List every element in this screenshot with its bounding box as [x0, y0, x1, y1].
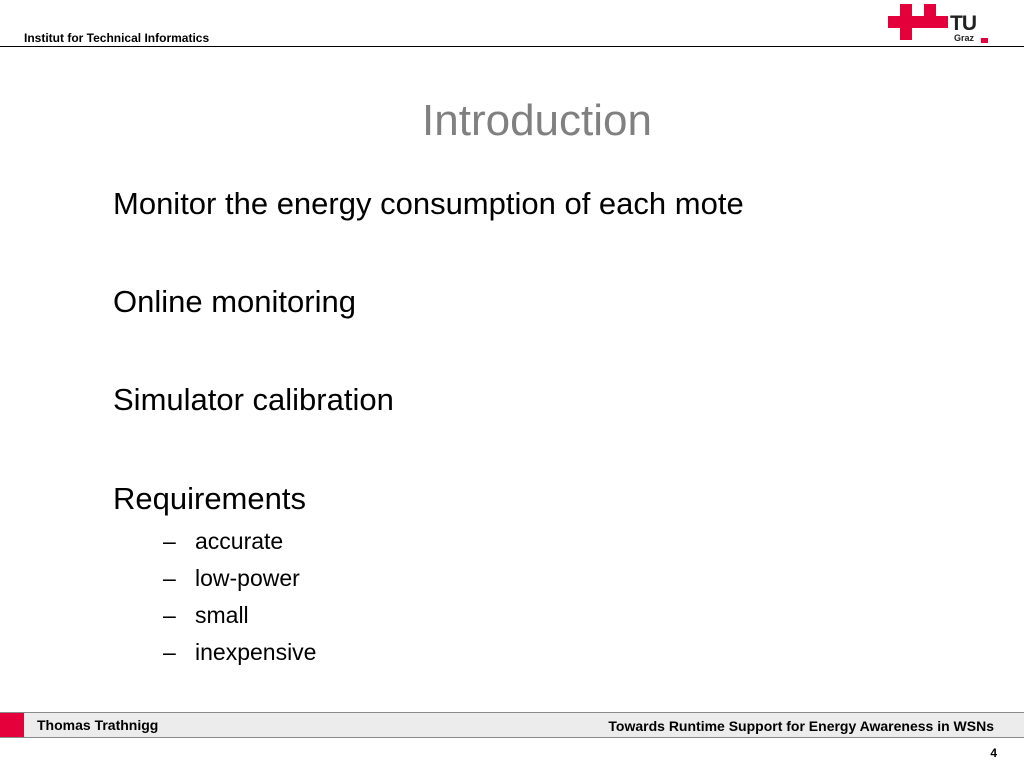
requirement-label: small [195, 602, 249, 628]
dash-marker: – [163, 528, 176, 554]
logo-graz-text: Graz [954, 33, 975, 43]
requirement-label: low-power [195, 565, 300, 591]
header-institute: Institut for Technical Informatics [24, 31, 210, 45]
requirement-item [163, 565, 300, 592]
bullet-monitor-energy: Monitor the energy consumption of each mote [113, 186, 744, 221]
requirement-label: inexpensive [195, 639, 317, 665]
bullet-simulator-calibration: Simulator calibration [113, 382, 394, 417]
header-rule [0, 46, 1024, 47]
bullet-requirements: Requirements [113, 481, 306, 516]
requirement-item [163, 639, 316, 666]
footer-bar [0, 712, 1024, 738]
bullet-online-monitoring: Online monitoring [113, 284, 356, 319]
dash-marker: – [163, 602, 176, 628]
logo-tu-text: TU [950, 12, 976, 35]
dash-marker: – [163, 639, 176, 665]
requirement-label: accurate [195, 528, 284, 554]
requirement-item [163, 528, 283, 555]
tu-graz-logo [888, 4, 992, 46]
tu-graz-logo-mark [888, 4, 948, 44]
footer-author: Thomas Trathnigg [37, 717, 159, 733]
footer-red-square [0, 713, 24, 737]
logo-red-dot [981, 38, 988, 43]
slide-title: Introduction [422, 96, 652, 145]
page-number: 4 [990, 746, 997, 760]
requirement-item [163, 602, 249, 629]
dash-marker: – [163, 565, 176, 591]
footer-talk-title: Towards Runtime Support for Energy Awareness in WSNs [608, 718, 994, 734]
